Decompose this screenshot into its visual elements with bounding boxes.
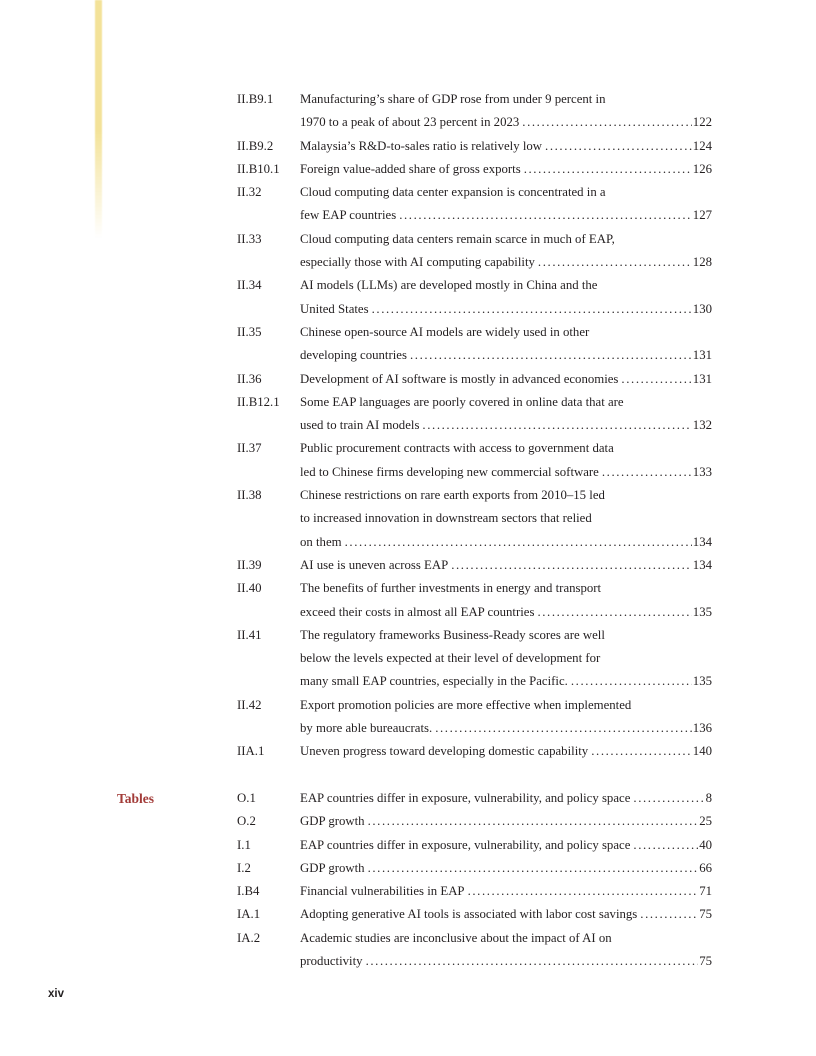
entry-number: II.B10.1 [237, 161, 280, 176]
entry-text-line: Chinese open-source AI models are widely used in other [300, 324, 590, 339]
page-number-folio: xiv [48, 988, 64, 1000]
entry-line [300, 950, 712, 973]
toc-entry[interactable] [237, 903, 712, 926]
entry-text-line: AI models (LLMs) are developed mostly in China and the [300, 278, 598, 293]
entry-number: II.40 [237, 581, 262, 596]
entry-page-number: 8 [705, 790, 712, 805]
entry-text: EAP countries differ in exposure, vulnerability, and policy space [300, 790, 631, 805]
dot-leader [537, 601, 691, 624]
entry-line [300, 787, 712, 810]
toc-entry[interactable] [237, 787, 712, 810]
dot-leader [366, 950, 699, 973]
entry-line [300, 531, 712, 554]
entry-line [300, 880, 712, 903]
section-entries [237, 88, 712, 764]
entry-page-number: 131 [692, 371, 712, 386]
entry-title [300, 740, 712, 763]
accent-bar [95, 0, 102, 238]
dot-leader [522, 111, 692, 134]
toc-entry[interactable] [237, 484, 712, 554]
toc-entry[interactable] [237, 135, 712, 158]
entry-page-number: 136 [692, 721, 712, 736]
entry-text-line: Public procurement contracts with access to government data [300, 441, 614, 456]
entry-line [300, 135, 712, 158]
entry-text: by more able bureaucrats. [300, 721, 433, 736]
entry-page-number: 135 [692, 674, 712, 689]
entry-text: Uneven progress toward developing domestic capability [300, 744, 589, 759]
dot-leader [372, 298, 692, 321]
entry-number: II.B9.2 [237, 138, 274, 153]
entry-title [300, 391, 712, 438]
toc-entry[interactable] [237, 228, 712, 275]
entry-title [300, 577, 712, 624]
entry-page-number: 124 [692, 138, 712, 153]
entry-number: II.35 [237, 324, 262, 339]
dot-leader [468, 880, 699, 903]
entry-text: many small EAP countries, especially in the Pacific. [300, 674, 568, 689]
dot-leader [640, 903, 698, 926]
entry-title [300, 321, 712, 368]
entry-number: II.33 [237, 231, 262, 246]
entry-number: II.B9.1 [237, 92, 274, 106]
entry-line [300, 414, 712, 437]
entry-text: AI use is uneven across EAP [300, 557, 449, 572]
entry-text: on them [300, 534, 342, 549]
entry-page-number: 132 [692, 418, 712, 433]
toc-entry[interactable] [237, 740, 712, 763]
entry-page-number: 75 [699, 907, 712, 922]
dot-leader [410, 344, 692, 367]
entry-number: I.2 [237, 860, 251, 875]
entry-line [300, 251, 712, 274]
entry-title [300, 181, 712, 228]
entry-title [300, 624, 712, 694]
entry-title [300, 880, 712, 903]
entry-page-number: 25 [699, 814, 712, 829]
entry-title [300, 437, 712, 484]
entry-number: II.41 [237, 627, 262, 642]
entry-line [300, 740, 712, 763]
toc-entry[interactable] [237, 391, 712, 438]
entry-title [300, 927, 712, 974]
entry-number: IIA.1 [237, 744, 265, 759]
dot-leader [345, 531, 692, 554]
entry-text: developing countries [300, 348, 407, 363]
entry-line [300, 368, 712, 391]
entry-text: Financial vulnerabilities in EAP [300, 884, 465, 899]
entry-text: led to Chinese firms developing new commercial software [300, 464, 599, 479]
entry-text: Foreign value-added share of gross exports [300, 161, 521, 176]
dot-leader [399, 204, 692, 227]
entry-text: United States [300, 301, 369, 316]
entry-title [300, 903, 712, 926]
entry-page-number: 122 [692, 115, 712, 130]
dot-leader [633, 787, 704, 810]
dot-leader [451, 554, 692, 577]
toc-entry[interactable] [237, 88, 712, 135]
entry-text: few EAP countries [300, 208, 397, 223]
entry-line [300, 601, 712, 624]
entry-page-number: 134 [692, 557, 712, 572]
entry-page-number: 130 [692, 301, 712, 316]
entry-text: EAP countries differ in exposure, vulnerability, and policy space [300, 837, 631, 852]
toc-entry[interactable] [237, 694, 712, 741]
entry-page-number: 75 [699, 953, 712, 968]
entry-line [300, 461, 712, 484]
entry-number: II.38 [237, 488, 262, 503]
entry-text-line: Some EAP languages are poorly covered in online data that are [300, 394, 624, 409]
entry-text: GDP growth [300, 814, 365, 829]
entry-text-line: The benefits of further investments in energy and transport [300, 581, 602, 596]
dot-leader [435, 717, 692, 740]
dot-leader [571, 670, 692, 693]
entry-page-number: 71 [699, 884, 712, 899]
entry-title [300, 787, 712, 810]
dot-leader [591, 740, 692, 763]
toc-entry[interactable] [237, 880, 712, 903]
dot-leader [422, 414, 691, 437]
entry-line [300, 111, 712, 134]
dot-leader [545, 135, 692, 158]
entry-line [300, 554, 712, 577]
entry-text-line: Cloud computing data centers remain scarce in much of EAP, [300, 231, 615, 246]
dot-leader [633, 834, 698, 857]
toc-entry[interactable] [237, 857, 712, 880]
toc-entry[interactable] [237, 437, 712, 484]
toc-entry[interactable] [237, 577, 712, 624]
entry-page-number: 127 [692, 208, 712, 223]
entry-text-line: The regulatory frameworks Business-Ready scores are well [300, 627, 605, 642]
entry-page-number: 135 [692, 604, 712, 619]
entry-number: IA.2 [237, 930, 261, 945]
dot-leader [602, 461, 692, 484]
toc-entry[interactable] [237, 927, 712, 974]
entry-text-line: Chinese restrictions on rare earth exports from 2010–15 led [300, 488, 605, 503]
entry-title [300, 554, 712, 577]
entry-number: II.34 [237, 278, 262, 293]
entry-line [300, 344, 712, 367]
entry-line [300, 903, 712, 926]
entry-text: productivity [300, 953, 363, 968]
entry-number: II.39 [237, 557, 262, 572]
entry-title [300, 228, 712, 275]
entry-number: I.1 [237, 837, 251, 852]
entry-text: exceed their costs in almost all EAP countries [300, 604, 535, 619]
section-label: Tables [117, 790, 155, 806]
toc-entry[interactable] [237, 158, 712, 181]
entry-number: IA.1 [237, 907, 261, 922]
entry-number: O.2 [237, 814, 256, 829]
entry-text-line: Cloud computing data center expansion is concentrated in a [300, 185, 606, 200]
toc-section [117, 88, 712, 764]
entry-text: GDP growth [300, 860, 365, 875]
dot-leader [538, 251, 692, 274]
entry-title [300, 158, 712, 181]
toc-entry[interactable] [237, 321, 712, 368]
entry-title [300, 810, 712, 833]
entry-page-number: 128 [692, 255, 712, 270]
entry-page-number: 131 [692, 348, 712, 363]
entry-title [300, 834, 712, 857]
dot-leader [524, 158, 692, 181]
entry-text-line: Manufacturing’s share of GDP rose from under 9 percent in [300, 92, 606, 106]
toc-entry[interactable] [237, 368, 712, 391]
entry-number: II.37 [237, 441, 262, 456]
entry-title [300, 857, 712, 880]
entry-line [300, 298, 712, 321]
entry-title [300, 368, 712, 391]
entry-text: Development of AI software is mostly in advanced economies [300, 371, 619, 386]
toc-entry[interactable] [237, 181, 712, 228]
entry-page-number: 134 [692, 534, 712, 549]
entry-page-number: 133 [692, 464, 712, 479]
entry-page-number: 66 [699, 860, 712, 875]
toc-entry[interactable] [237, 834, 712, 857]
dot-leader [368, 857, 699, 880]
entry-line [300, 717, 712, 740]
toc-entry[interactable] [237, 810, 712, 833]
entry-number: I.B4 [237, 884, 260, 899]
entry-text: Malaysia’s R&D-to-sales ratio is relatively low [300, 138, 543, 153]
entry-title [300, 484, 712, 554]
entry-number: O.1 [237, 790, 256, 805]
entry-page-number: 140 [692, 744, 712, 759]
entry-text-line: below the levels expected at their level of development for [300, 651, 601, 666]
section-entries [237, 787, 712, 973]
entry-text-line: to increased innovation in downstream sectors that relied [300, 511, 592, 526]
dot-leader [621, 368, 691, 391]
entry-number: II.36 [237, 371, 262, 386]
entry-text: used to train AI models [300, 418, 420, 433]
entry-number: II.32 [237, 185, 262, 200]
entry-line [300, 158, 712, 181]
entry-text: especially those with AI computing capability [300, 255, 535, 270]
entry-line [300, 834, 712, 857]
entry-text-line: Academic studies are inconclusive about the impact of AI on [300, 930, 612, 945]
entry-number: II.B12.1 [237, 394, 280, 409]
entry-line [300, 810, 712, 833]
entry-line [300, 204, 712, 227]
toc-list [117, 88, 712, 973]
entry-title [300, 135, 712, 158]
toc-section [117, 787, 712, 973]
toc-entry[interactable] [237, 624, 712, 694]
entry-line [300, 670, 712, 693]
entry-number: II.42 [237, 697, 262, 712]
entry-title [300, 694, 712, 741]
entry-text: 1970 to a peak of about 23 percent in 2023 [300, 115, 520, 130]
entry-title [300, 88, 712, 135]
toc-entry[interactable] [237, 274, 712, 321]
entry-title [300, 274, 712, 321]
entry-line [300, 857, 712, 880]
entry-text-line: Export promotion policies are more effective when implemented [300, 697, 632, 712]
toc-entry[interactable] [237, 554, 712, 577]
entry-page-number: 40 [699, 837, 712, 852]
entry-page-number: 126 [692, 161, 712, 176]
entry-text: Adopting generative AI tools is associated with labor cost savings [300, 907, 638, 922]
dot-leader [368, 810, 699, 833]
